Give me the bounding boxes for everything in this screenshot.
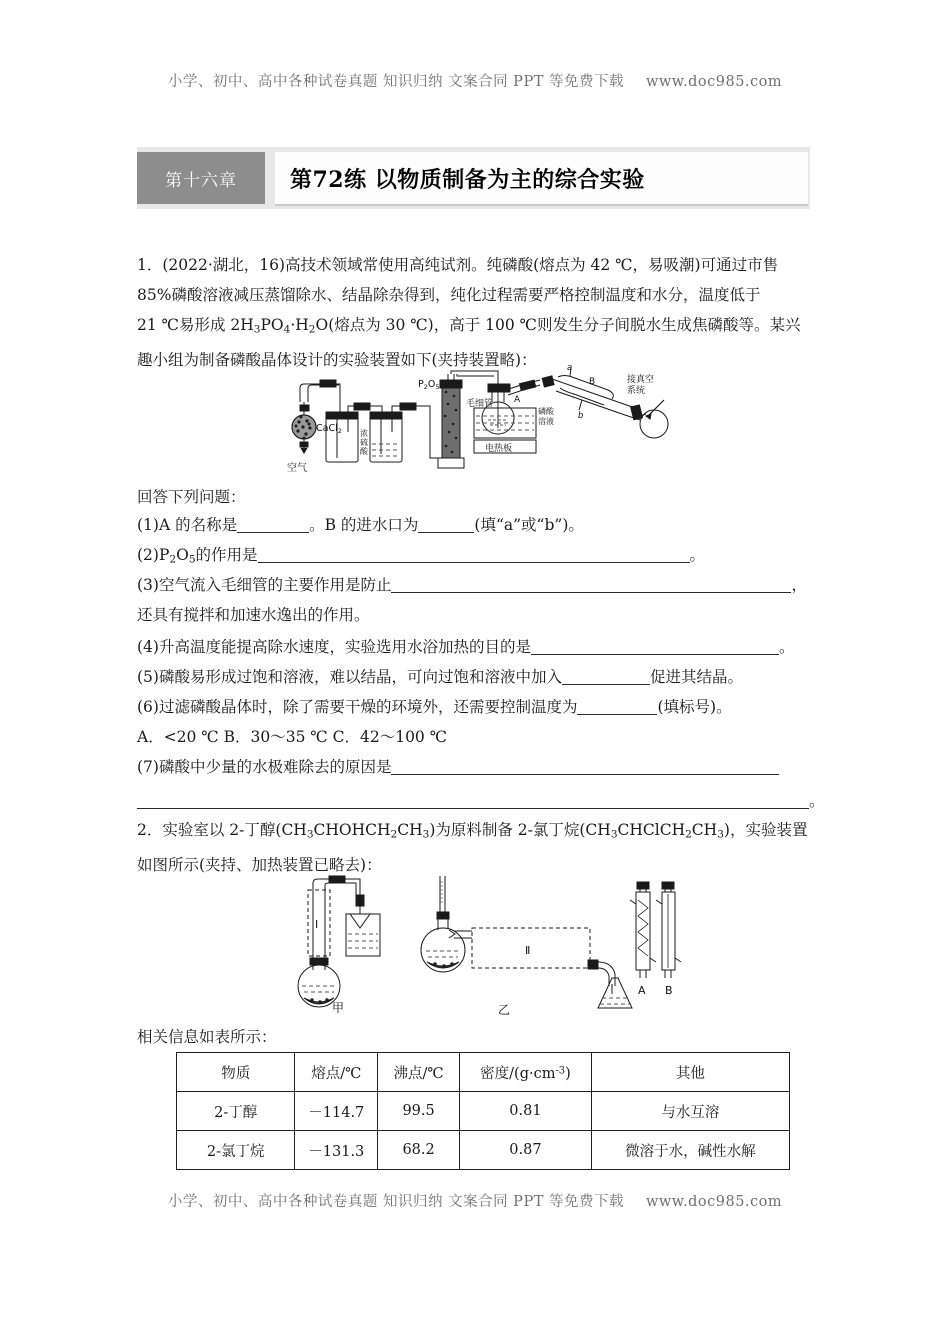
th-density-sup: -3 xyxy=(555,1065,566,1077)
label-region-I: Ⅰ xyxy=(315,918,319,931)
q2-number: 2． xyxy=(137,821,163,839)
q1-sub5-text-a: (5)磷酸易形成过饱和溶液，难以结晶，可向过饱和溶液中加入 xyxy=(137,668,562,686)
q2-sub-6: 3 xyxy=(717,828,724,841)
th-substance: 物质 xyxy=(177,1053,295,1092)
q1-sub1-text-a: (1)A 的名称是 xyxy=(137,516,238,534)
q1-options: A．<20 ℃ B．30～35 ℃ C．42～100 ℃ xyxy=(137,728,448,746)
sub-2: 2 xyxy=(308,323,316,336)
q2-stem-line2: 如图所示(夹持、加热装置已略去)： xyxy=(137,855,382,874)
q1-sub1-blank-2[interactable] xyxy=(418,532,474,533)
chapter-tab: 第十六章 xyxy=(137,152,265,204)
q1-sub3-text-a: (3)空气流入毛细管的主要作用是防止 xyxy=(137,576,392,594)
table-header-row xyxy=(177,1053,790,1092)
page-title: 第72练 以物质制备为主的综合实验 xyxy=(290,166,645,193)
label-vacuum-2: 系统 xyxy=(627,386,646,396)
cell-density: 0.87 xyxy=(460,1131,592,1170)
q1-sub6-text-b: (填标号)。 xyxy=(657,698,732,716)
label-p2o5: $P_2O_5$ xyxy=(418,379,440,391)
q1-sub7-blank-1[interactable] xyxy=(391,774,779,775)
cell-density: 0.81 xyxy=(460,1092,592,1131)
watermark-url: www.doc985.com xyxy=(645,1194,783,1210)
q1-stem-line4: 趣小组为制备磷酸晶体设计的实验装置如下(夹持装置略)： xyxy=(137,350,537,369)
q1-stem-line3d: O(熔点为 30 ℃)，高于 100 ℃则发生分子间脱水生成焦磷酸等。某兴 xyxy=(315,316,801,334)
q1-sub6-text-a: (6)过滤磷酸晶体时，除了需要干燥的环境外，还需要控制温度为 xyxy=(137,698,578,716)
q1-sub4-end: 。 xyxy=(778,638,795,656)
q2-sub-3: 3 xyxy=(422,828,430,841)
q1-sub4-text-a: (4)升高温度能提高除水速度，实验选用水浴加热的目的是 xyxy=(137,638,531,656)
cell-other: 微溶于水，碱性水解 xyxy=(591,1131,789,1170)
q2-stem-g: )，实验装置 xyxy=(723,821,808,839)
q2-stem-d: )为原料制备 2-氯丁烷(CH xyxy=(429,821,611,839)
q2-sub-2: 2 xyxy=(390,828,398,841)
label-condenser-b: B xyxy=(589,377,596,387)
q1-sub1-text-b: 。B 的进水口为 xyxy=(309,516,419,534)
label-inlet-a: a xyxy=(567,363,573,373)
q1-stem-line3b: PO xyxy=(260,316,284,334)
cell-substance: 2-氯丁烷 xyxy=(177,1131,295,1170)
q1-stem-line1: 高技术领域常使用高纯试剂。纯磷酸(熔点为 42 ℃，易吸潮)可通过市售 xyxy=(285,256,779,274)
watermark-text: 小学、初中、高中各种试卷真题 知识归纳 文案合同 PPT 等免费下载 xyxy=(167,74,624,90)
label-condenser-A: A xyxy=(638,984,646,997)
label-region-II: Ⅱ xyxy=(525,944,531,957)
q1-sub4 xyxy=(137,632,794,662)
q1-sub2-sub2: 5 xyxy=(188,553,196,566)
figure-chlorobutane-apparatus xyxy=(282,878,674,1018)
cell-substance: 2-丁醇 xyxy=(177,1092,295,1131)
th-density-tail: ) xyxy=(565,1065,571,1082)
q2-stem-c: CH xyxy=(397,821,423,839)
q1-sub7-blank-2[interactable] xyxy=(137,808,809,809)
q1-sub2-o: O xyxy=(176,546,189,564)
q1-sub1-blank-1[interactable] xyxy=(237,532,309,533)
q1-sub3 xyxy=(137,570,807,600)
sub-4: 4 xyxy=(283,323,291,336)
label-flask-a: A xyxy=(514,395,521,405)
cell-mp: －114.7 xyxy=(295,1092,378,1131)
label-condenser-B: B xyxy=(665,984,673,997)
question-2-stem xyxy=(137,815,827,880)
q1-sub5 xyxy=(137,662,743,692)
q1-sub7-line2 xyxy=(137,786,825,816)
q1-sub7 xyxy=(137,752,779,782)
q1-stem-line3a: 21 ℃易形成 2H xyxy=(137,316,254,334)
label-outlet-b: b xyxy=(578,411,584,421)
q2-sub-4: 3 xyxy=(610,828,618,841)
label-vacuum-1: 接真空 xyxy=(627,375,655,385)
q1-source: (2022·湖北，16) xyxy=(162,256,286,274)
q1-sub2-blank[interactable] xyxy=(258,562,690,563)
q2-sub-1: 3 xyxy=(306,828,314,841)
q1-number: 1． xyxy=(137,256,163,274)
q1-sub7-end: 。 xyxy=(809,792,825,810)
label-sulfuric-2: 硫 xyxy=(360,438,368,447)
label-sulfuric-1: 浓 xyxy=(360,429,368,438)
label-sulfuric-3: 酸 xyxy=(360,447,368,456)
watermark-url: www.doc985.com xyxy=(645,74,783,90)
th-density xyxy=(460,1053,592,1092)
q1-sub2-text-a: (2)P xyxy=(137,546,170,564)
q2-table-intro: 相关信息如表所示： xyxy=(137,1028,277,1046)
table-row xyxy=(177,1131,790,1170)
q2-sub-5: 2 xyxy=(685,828,692,841)
q1-sub3-blank[interactable] xyxy=(391,592,791,593)
label-air: 空气 xyxy=(287,463,307,474)
q1-sub6-blank[interactable] xyxy=(577,714,657,715)
q1-sub2-end: 。 xyxy=(689,546,706,564)
q1-stem-line2: 85%磷酸溶液减压蒸馏除水、结晶除杂得到，纯化过程需要严格控制温度和水分，温度低于 xyxy=(137,286,761,304)
cell-other: 与水互溶 xyxy=(591,1092,789,1131)
q1-sub3-end: ， xyxy=(791,576,807,594)
table-row xyxy=(177,1092,790,1131)
watermark-top xyxy=(0,70,950,91)
cell-bp: 99.5 xyxy=(378,1092,460,1131)
cell-mp: －131.3 xyxy=(295,1131,378,1170)
label-capillary: 毛细管 xyxy=(466,399,494,409)
q1-sub2-text-b: 的作用是 xyxy=(195,546,258,564)
q1-stem-line3c: ·H xyxy=(290,316,309,334)
q1-sub4-blank[interactable] xyxy=(531,654,779,655)
th-melting-point: 熔点/℃ xyxy=(295,1053,378,1092)
label-cacl2: CaCl$_2$ xyxy=(316,423,342,435)
watermark-bottom xyxy=(0,1190,950,1211)
q1-prompt: 回答下列问题： xyxy=(137,488,246,506)
label-phosphoric-1: 磷酸 xyxy=(538,407,554,416)
q1-sub1-text-c: (填“a”或“b”)。 xyxy=(474,516,584,534)
sub-3: 3 xyxy=(253,323,261,336)
th-boiling-point: 沸点/℃ xyxy=(378,1053,460,1092)
question-1-stem xyxy=(137,250,827,375)
label-jia: 甲 xyxy=(332,1001,345,1015)
q2-stem-e: CHClCH xyxy=(617,821,686,839)
figure-phosphoric-acid-apparatus xyxy=(282,363,674,477)
th-other: 其他 xyxy=(591,1053,789,1092)
q2-stem-b: CHOHCH xyxy=(313,821,391,839)
q1-sub5-text-b: 促进其结晶。 xyxy=(649,668,743,686)
q2-stem-f: CH xyxy=(691,821,718,839)
label-yi: 乙 xyxy=(498,1003,511,1017)
th-density-main: 密度/(g·cm xyxy=(480,1065,556,1082)
q1-sub2-sub1: 2 xyxy=(169,553,177,566)
cell-bp: 68.2 xyxy=(378,1131,460,1170)
properties-table xyxy=(176,1052,790,1170)
q1-sub5-blank[interactable] xyxy=(562,684,650,685)
q2-stem-a: 实验室以 2-丁醇(CH xyxy=(162,821,307,839)
q1-sub1 xyxy=(137,510,584,540)
watermark-text: 小学、初中、高中各种试卷真题 知识归纳 文案合同 PPT 等免费下载 xyxy=(167,1194,624,1210)
q1-sub3-cont: 还具有搅拌和加速水逸出的作用。 xyxy=(137,606,370,624)
label-phosphoric-2: 溶液 xyxy=(538,417,554,426)
label-hotplate: 电热板 xyxy=(485,444,513,454)
q1-sub6 xyxy=(137,692,732,722)
q1-sub7-text-a: (7)磷酸中少量的水极难除去的原因是 xyxy=(137,758,392,776)
